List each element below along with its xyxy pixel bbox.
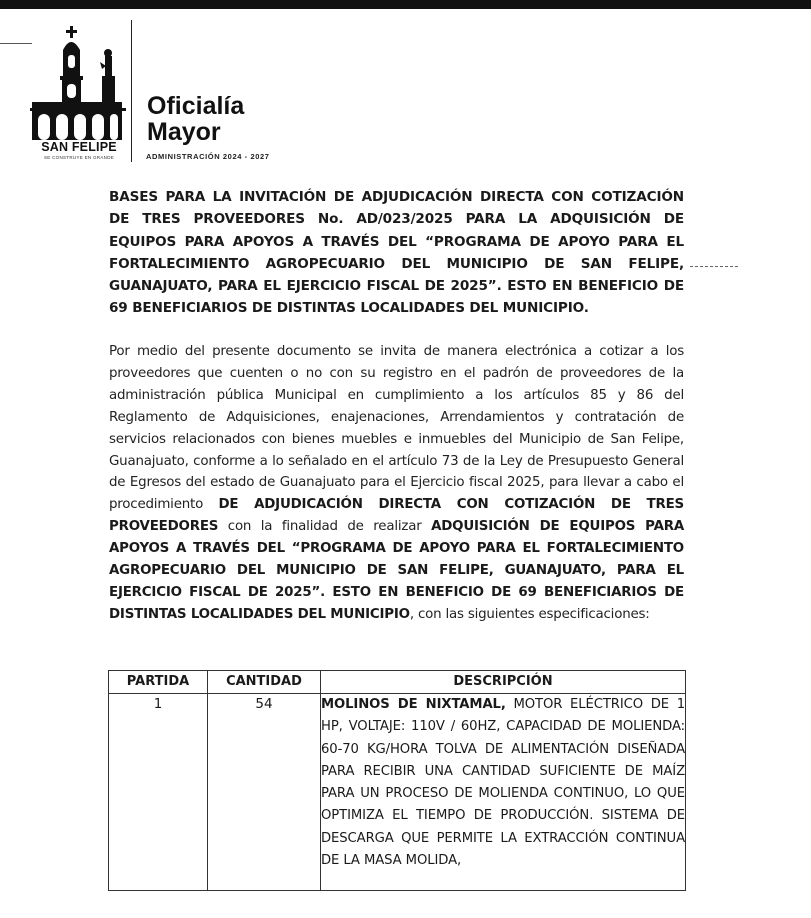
scan-mark [690, 266, 738, 268]
logo-name: SAN FELIPE [41, 140, 117, 154]
body-text-1: Por medio del presente documento se invita de manera electrónica a cotizar a los proveedores que cuenten o no con su registro en el padrón de proveedores de la administración pública Municipal en cumplimiento a los artículos 85 y 86 del Reglamento de Adquisiciones, enajenaciones, Arrendamientos y contratación de servicios relacionados con bienes muebles e inmuebles del Municipio de San Felipe, Guanajuato, conforme a lo señalado en el artículo 73 de la Ley de Presupuesto General de Egresos del estado de Guanajuato para el Ejercicio fiscal 2025, para llevar a cabo el procedimiento [109, 344, 684, 513]
scan-top-border [0, 0, 811, 9]
header-partida: PARTIDA [109, 671, 208, 694]
cell-partida: 1 [109, 694, 208, 891]
office-title-line2: Mayor [147, 118, 221, 146]
table-header-row [109, 671, 686, 694]
body-text-2: con la finalidad de realizar [227, 519, 422, 535]
office-title [147, 93, 244, 145]
desc-details: MOTOR ELÉCTRICO DE 1 HP, VOLTAJE: 110V / 60HZ, CAPACIDAD DE MOLIENDA: 60-70 KG/HORA TOLVA DE ALIMENTACIÓN DISEÑADA PARA RECIBIR UNA CANTIDAD SUFICIENTE DE MAÍZ PARA UN PROCESO DE MOLIENDA CONTINUO, LO QUE OPTIMIZA EL TIEMPO DE PRODUCCIÓN. SISTEMA DE DESCARGA QUE PERMITE LA EXTRACCIÓN CONTINUA DE LA MASA MOLIDA, [321, 697, 685, 869]
office-title-line1: Oficialía [147, 92, 245, 120]
body-bold-1: DE ADJUDICACIÓN DIRECTA CON COTIZACIÓN DE TRES PROVEEDORES [109, 497, 684, 535]
header-divider [131, 20, 132, 162]
header-descripcion: DESCRIPCIÓN [321, 671, 686, 694]
specifications-table [108, 670, 686, 891]
table-row [109, 694, 686, 891]
document-heading: BASES PARA LA INVITACIÓN DE ADJUDICACIÓN DIRECTA CON COTIZACIÓN DE TRES PROVEEDORES No. AD/023/2025 PARA LA ADQUISICIÓN DE EQUIPOS PARA APOYOS A TRAVÉS DEL “PROGRAMA DE APOYO PARA EL FORTALECIMIENTO AGROPECUARIO DEL MUNICIPIO DE SAN FELIPE, GUANAJUATO, PARA EL EJERCICIO FISCAL DE 2025”. ESTO EN BENEFICIO DE 69 BENEFICIARIOS DE DISTINTAS LOCALIDADES DEL MUNICIPIO. [109, 189, 684, 317]
logo-tagline: SE CONSTRUYE EN GRANDE [43, 155, 115, 160]
body-paragraph [109, 341, 684, 626]
logo-caption [34, 141, 124, 160]
body-text-3: , con las siguientes especificaciones: [409, 606, 650, 622]
administration-period: ADMINISTRACIÓN 2024 - 2027 [146, 152, 270, 161]
header-cantidad: CANTIDAD [208, 671, 321, 694]
body-bold-2: ADQUISICIÓN DE EQUIPOS PARA APOYOS A TRAVÉS DEL “PROGRAMA DE APOYO PARA EL FORTALECIMIENTO AGROPECUARIO DEL MUNICIPIO DE SAN FELIPE, GUANAJUATO, PARA EL EJERCICIO FISCAL DE 2025”. ESTO EN BENEFICIO DE 69 BENEFICIARIOS DE DISTINTAS LOCALIDADES DEL MUNICIPIO [109, 519, 685, 622]
cell-descripcion [321, 694, 686, 891]
cell-cantidad: 54 [208, 694, 321, 891]
scan-mark [0, 43, 32, 44]
church-tower-icon [30, 22, 130, 140]
desc-item-name: MOLINOS DE NIXTAMAL, [321, 697, 506, 712]
